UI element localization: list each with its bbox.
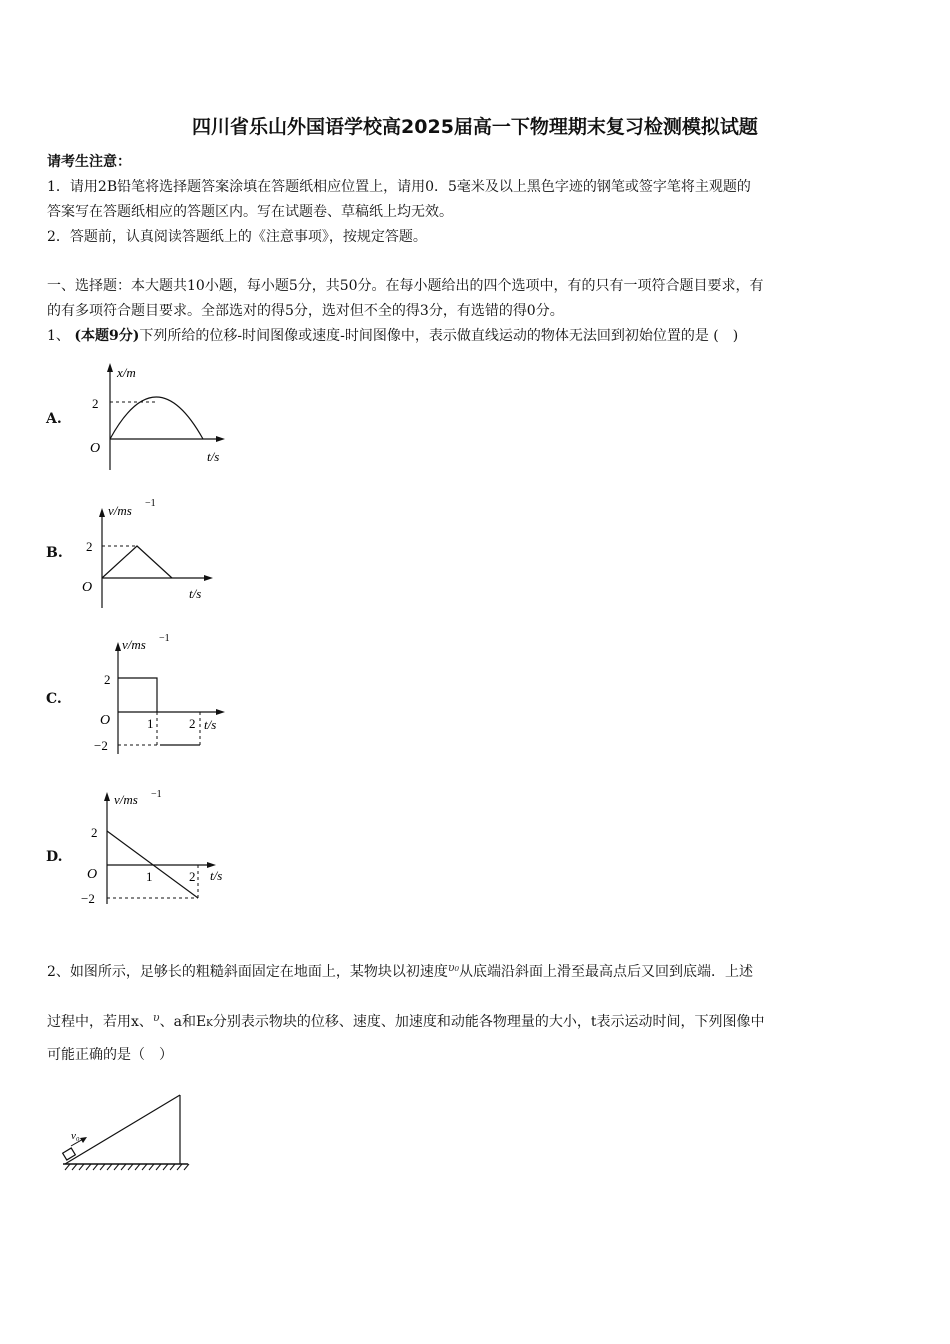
option-c-y-axis-sup: −1	[159, 633, 170, 644]
option-c-x-axis-label: t/s	[204, 717, 217, 732]
option-c-x-tick-2: 2	[189, 716, 196, 731]
option-d-x-tick-2: 2	[189, 869, 196, 884]
option-b-y-tick-2: 2	[86, 539, 93, 554]
option-d-x-axis-label: t/s	[210, 868, 223, 883]
option-c-label: C.	[46, 691, 62, 707]
option-a-y-axis-label: x/m	[117, 365, 136, 380]
option-d-y-tick-2: 2	[91, 825, 98, 840]
option-d-x-tick-1: 1	[146, 869, 153, 884]
notice-item-1b: 答案写在答题纸相应的答题区内。写在试题卷、草稿纸上均无效。	[47, 204, 453, 220]
question-2-line-3: 可能正确的是（ ）	[47, 1047, 173, 1063]
notice-heading: 请考生注意：	[47, 154, 131, 170]
question-2-line-1	[47, 958, 753, 982]
notice-item-1a: 1．请用2B铅笔将选择题答案涂填在答题纸相应位置上，请用0．5毫米及以上黑色字迹的钢笔或签字笔将主观题的	[47, 179, 751, 195]
question-2-text-e: 分别表示物块的位移、速度、加速度和动能各物理量的大小，t表示运动时间，下列图像中	[212, 1014, 765, 1030]
option-a-origin: O	[90, 441, 101, 456]
option-b-y-axis-sup: −1	[145, 498, 156, 509]
option-d-origin: O	[87, 867, 98, 882]
question-2-text-c: 过程中，若用x、	[47, 1014, 153, 1030]
option-a-y-tick-2: 2	[92, 396, 99, 411]
option-a-label: A.	[46, 411, 62, 427]
option-d-y-tick-neg2: −2	[81, 891, 95, 906]
question-1-text: 下列所给的位移-时间图像或速度-时间图像中，表示做直线运动的物体无法回到初始位置的是 ( )	[139, 328, 739, 344]
question-1-score: (本题9分)	[74, 328, 140, 344]
option-d-label: D.	[46, 849, 63, 865]
question-2-line-2	[47, 1008, 765, 1034]
initial-velocity-symbol: υ₀	[447, 961, 460, 974]
notice-item-2: 2．答题前，认真阅读答题纸上的《注意事项》，按规定答题。	[47, 229, 427, 245]
incline-velocity-label: v₀	[71, 1130, 80, 1142]
option-c-y-tick-2: 2	[104, 672, 111, 687]
question-2-text-d: 、a和E	[159, 1014, 207, 1030]
option-b-origin: O	[82, 580, 93, 595]
question-1	[47, 326, 738, 346]
section-1-line-2: 的有多项符合题目要求。全部选对的得5分，选对但不全的得3分，有选错的得0分。	[47, 303, 564, 319]
question-1-number: 1、	[47, 328, 70, 344]
option-b-x-axis-label: t/s	[189, 586, 202, 601]
question-2-text-b: 从底端沿斜面上滑至最高点后又回到底端．上述	[459, 964, 754, 980]
velocity-symbol: υ	[152, 1011, 160, 1024]
question-2-text-a: 2、如图所示，足够长的粗糙斜面固定在地面上，某物块以初速度	[47, 964, 448, 980]
option-a-graph	[70, 360, 240, 475]
option-d-y-axis-label: v/ms	[114, 792, 138, 807]
option-b-label: B.	[46, 545, 63, 561]
option-c-origin: O	[100, 713, 111, 728]
option-d-graph	[76, 786, 246, 912]
kinetic-subscript: K	[206, 1019, 213, 1029]
option-c-y-axis-label: v/ms	[122, 637, 146, 652]
option-a-x-axis-label: t/s	[207, 449, 220, 464]
page-title: 四川省乐山外国语学校高2025届高一下物理期末复习检测模拟试题	[192, 116, 758, 138]
incline-figure	[55, 1090, 205, 1175]
option-b-y-axis-label: v/ms	[108, 503, 132, 518]
option-b-graph	[70, 495, 240, 610]
option-c-x-tick-1: 1	[147, 716, 154, 731]
option-c-y-tick-neg2: −2	[94, 738, 108, 753]
option-d-y-axis-sup: −1	[151, 789, 162, 800]
option-c-graph	[80, 630, 250, 758]
section-1-line-1: 一、选择题：本大题共10小题，每小题5分，共50分。在每小题给出的四个选项中，有的只有一项符合题目要求，有	[47, 278, 764, 294]
